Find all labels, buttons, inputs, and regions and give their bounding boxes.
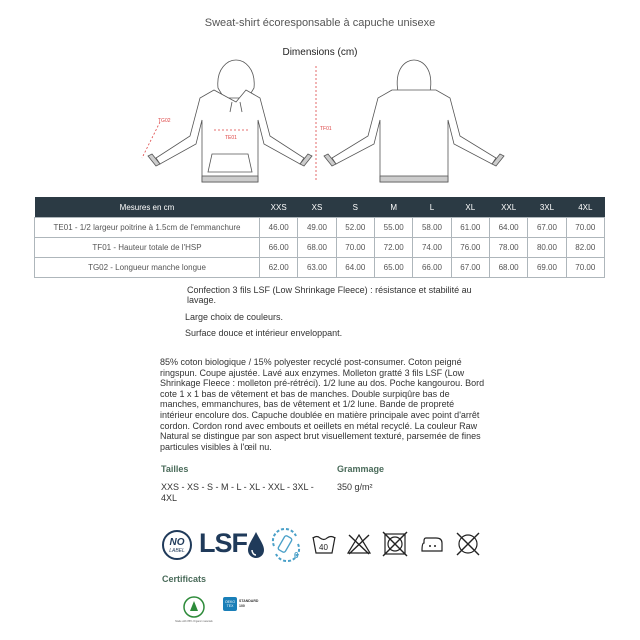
no-dry-clean-icon bbox=[455, 531, 481, 557]
iron-icon bbox=[418, 533, 446, 555]
water-drop-icon bbox=[246, 530, 266, 560]
product-description: 85% coton biologique / 15% polyester recyclé post-consumer. Coton peigné ringspun. Coupe ajustée. Lavé aux enzymes. Molleton gratté 3 fils LSF (Low Shrinkage Fleece : molleton pré-rétréci). 1/2 lune au dos. Poche kangourou. Bord cote 1 x 1 bas de vêtement et bas de manches. Double surpiqûre bas de manches, emmanchures, bas de vêtement et 1/2 lune. Bande de propreté intérieur encolure dos. Capuche doublée en matière principale avec point d'arrêt cordon. Cordon rond avec embouts et oeillets en métal recyclé. La couleur Raw Natural se distingue par son aspect brut visuellement texturé, parsemée de fines particules visibles à l'œil nu. bbox=[160, 357, 485, 452]
table-cell: 66.00 bbox=[260, 238, 298, 258]
tg02-label: TG02 bbox=[158, 118, 171, 124]
table-cell: 67.00 bbox=[528, 218, 566, 238]
column-header: 4XL bbox=[566, 197, 604, 218]
tailles-heading: Tailles bbox=[161, 464, 189, 474]
tf01-label: TF01 bbox=[320, 126, 332, 132]
grammage-heading: Grammage bbox=[337, 464, 385, 474]
gots-certificate bbox=[170, 595, 218, 629]
column-header: XL bbox=[451, 197, 489, 218]
table-cell: 70.00 bbox=[566, 258, 604, 278]
table-cell: 64.00 bbox=[489, 218, 527, 238]
oeko-standard: STANDARD bbox=[239, 599, 259, 603]
oeko-100: 100 bbox=[239, 604, 245, 608]
table-cell: 74.00 bbox=[413, 238, 451, 258]
table-cell: 62.00 bbox=[260, 258, 298, 278]
no-label-icon bbox=[162, 530, 192, 560]
table-cell: 68.00 bbox=[298, 238, 336, 258]
wash-40-icon bbox=[311, 533, 337, 555]
table-cell: 68.00 bbox=[489, 258, 527, 278]
table-cell: 64.00 bbox=[336, 258, 374, 278]
oeko-line2: TEX bbox=[226, 604, 234, 608]
no-label-text: NO bbox=[169, 537, 185, 548]
dimensions-heading: Dimensions (cm) bbox=[282, 47, 358, 58]
table-cell: 63.00 bbox=[298, 258, 336, 278]
te01-label: TE01 bbox=[225, 135, 237, 141]
row-label: TE01 - 1/2 largeur poitrine à 1.5cm de l'emmanchure bbox=[35, 218, 260, 238]
tailles-value: XXS - XS - S - M - L - XL - XXL - 3XL - 4XL bbox=[161, 482, 314, 503]
hoodie-diagram bbox=[130, 58, 510, 194]
wash-temp: 40 bbox=[319, 543, 328, 552]
size-table bbox=[34, 197, 605, 278]
product-title: Sweat-shirt écoresponsable à capuche unisexe bbox=[204, 17, 436, 29]
note-surface: Surface douce et intérieur enveloppant. bbox=[185, 328, 343, 338]
table-cell: 52.00 bbox=[336, 218, 374, 238]
oeko-tex-logo-icon bbox=[223, 597, 237, 611]
table-row bbox=[35, 238, 605, 258]
note-colors: Large choix de couleurs. bbox=[185, 312, 284, 322]
table-cell: 46.00 bbox=[260, 218, 298, 238]
table-cell: 61.00 bbox=[451, 218, 489, 238]
certificats-heading: Certificats bbox=[162, 574, 207, 584]
table-cell: 82.00 bbox=[566, 238, 604, 258]
table-cell: 80.00 bbox=[528, 238, 566, 258]
column-header: XXL bbox=[489, 197, 527, 218]
lsf-icon: LSF bbox=[199, 528, 247, 558]
table-row bbox=[35, 218, 605, 238]
gots-caption: Made with 85% Organic materials bbox=[175, 620, 213, 623]
gots-logo-icon bbox=[182, 595, 206, 619]
table-cell: 72.00 bbox=[374, 238, 412, 258]
column-header: XS bbox=[298, 197, 336, 218]
table-cell: 49.00 bbox=[298, 218, 336, 238]
table-cell: 70.00 bbox=[336, 238, 374, 258]
column-header: S bbox=[336, 197, 374, 218]
column-header: Mesures en cm bbox=[35, 197, 260, 218]
table-cell: 70.00 bbox=[566, 218, 604, 238]
column-header: L bbox=[413, 197, 451, 218]
no-tumble-dry-icon bbox=[382, 531, 408, 557]
column-header: M bbox=[374, 197, 412, 218]
no-bleach-icon bbox=[346, 533, 372, 555]
table-cell: 58.00 bbox=[413, 218, 451, 238]
table-cell: 55.00 bbox=[374, 218, 412, 238]
recycle-bottle-icon bbox=[268, 528, 304, 562]
oeko-tex-certificate bbox=[223, 597, 263, 623]
hoodie-front-drawing bbox=[148, 60, 312, 182]
oeko-line1: OEKO bbox=[224, 600, 236, 604]
grammage-value: 350 g/m² bbox=[337, 482, 373, 492]
note-lsf: Confection 3 fils LSF (Low Shrinkage Fleece) : résistance et stabilité au lavage. bbox=[187, 285, 472, 305]
row-label: TF01 - Hauteur totale de l'HSP bbox=[35, 238, 260, 258]
table-row bbox=[35, 258, 605, 278]
table-cell: 78.00 bbox=[489, 238, 527, 258]
table-cell: 66.00 bbox=[413, 258, 451, 278]
table-header-row bbox=[35, 197, 605, 218]
hoodie-back-drawing bbox=[324, 60, 504, 182]
column-header: XXS bbox=[260, 197, 298, 218]
table-cell: 76.00 bbox=[451, 238, 489, 258]
table-cell: 67.00 bbox=[451, 258, 489, 278]
recycle-number: 6 bbox=[294, 551, 299, 560]
no-label-subtext: LABEL bbox=[169, 548, 185, 554]
row-label: TG02 - Longueur manche longue bbox=[35, 258, 260, 278]
table-cell: 69.00 bbox=[528, 258, 566, 278]
column-header: 3XL bbox=[528, 197, 566, 218]
table-cell: 65.00 bbox=[374, 258, 412, 278]
